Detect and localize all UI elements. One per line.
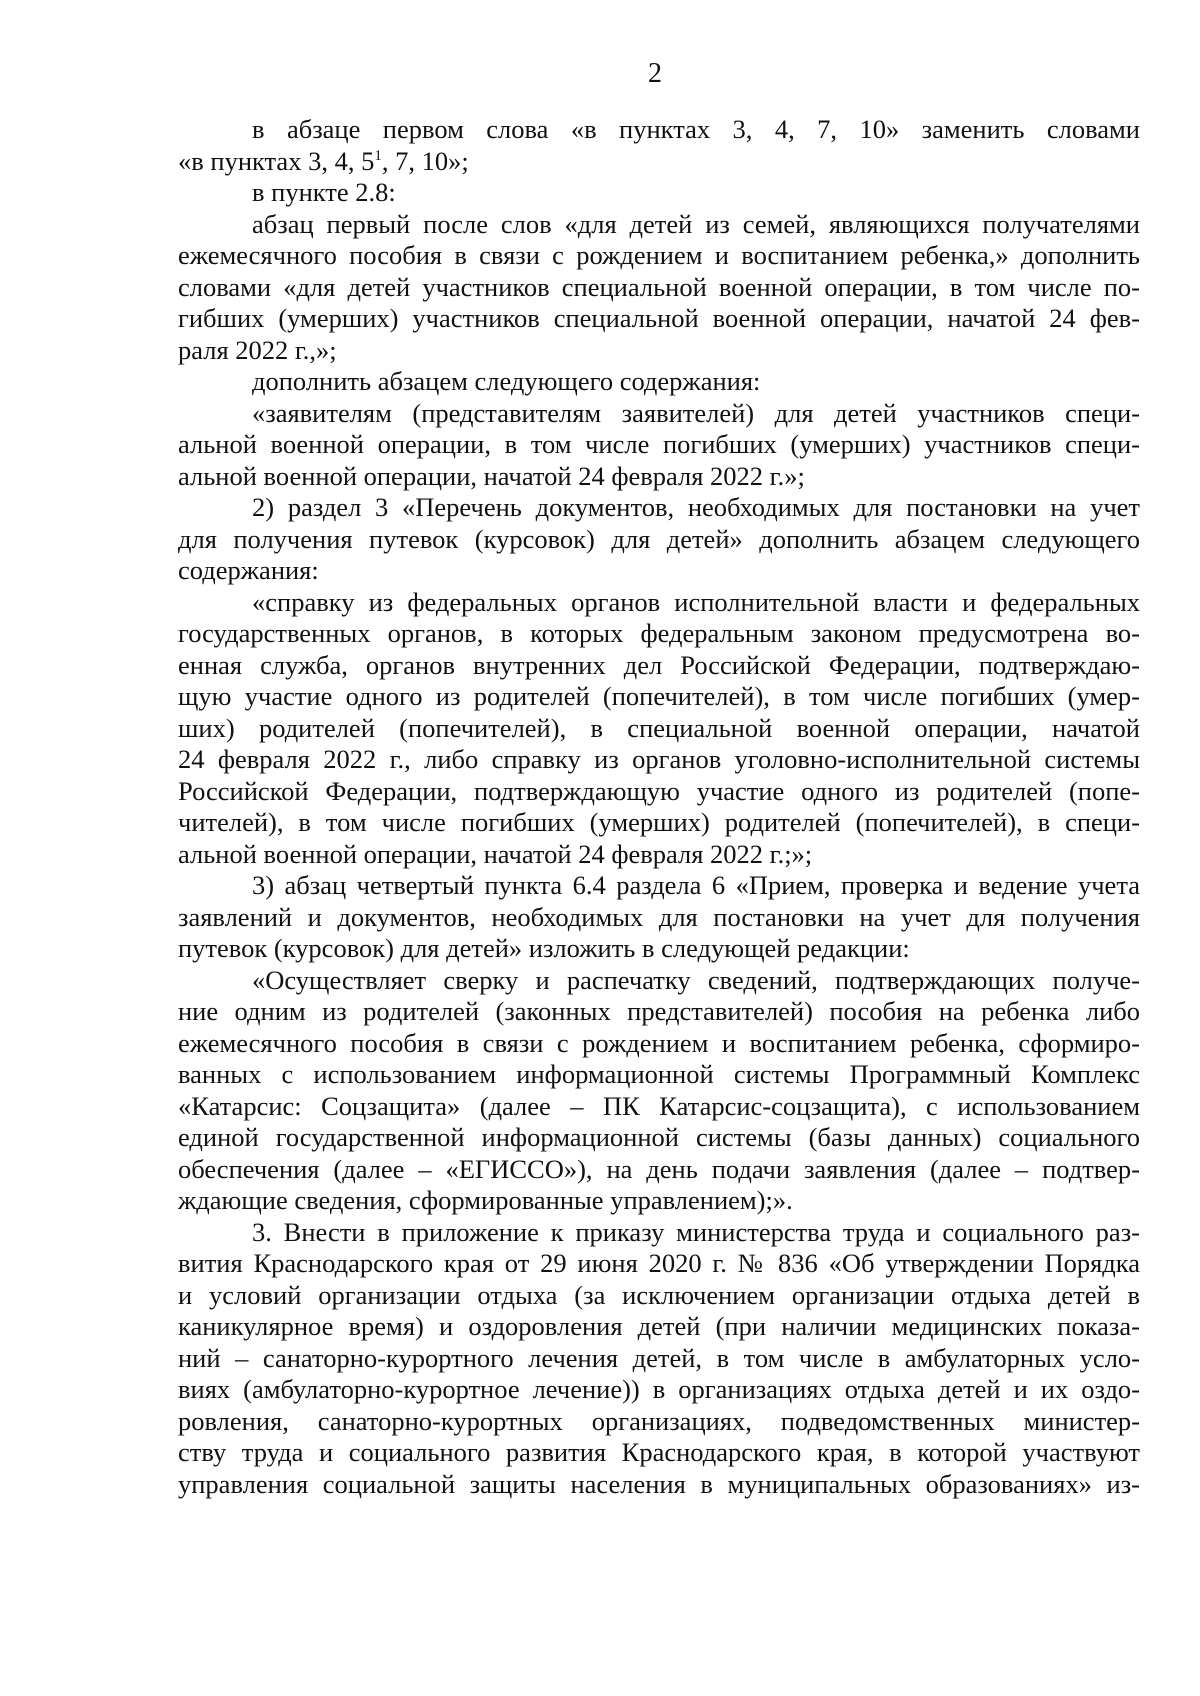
text-line: «заявителям (представителям заявителей) для детей участников специ-: [252, 397, 1140, 428]
text-line: виях (амбулаторно-курортное лечение)) в организациях отдыха детей и их оздо-: [178, 1374, 1140, 1404]
text-line: «Осуществляет сверку и распечатку сведений, подтверждающих получе-: [252, 964, 1140, 995]
text-line: альной военной операции, начатой 24 февраля 2022 г.»;: [178, 460, 805, 491]
text-line: ний – санаторно-курортного лечения детей, в том числе в амбулаторных усло-: [178, 1342, 1140, 1373]
text-line: ванных с использованием информационной системы Программный Комплекс: [178, 1059, 1140, 1089]
text-line: дополнить абзацем следующего содержания:: [252, 366, 761, 396]
text-line: вития Краснодарского края от 29 июня 2020 г. № 836 «Об утверждении Порядка: [178, 1248, 1140, 1278]
text-line: гибших (умерших) участников специальной военной операции, начатой 24 фев-: [178, 303, 1140, 333]
text-line: заявлений и документов, необходимых для постановки на учет для получения: [178, 901, 1140, 932]
text-line: альной военной операции, начатой 24 февраля 2022 г.;»;: [178, 838, 813, 869]
text-line: в пункте 2.8:: [252, 177, 396, 207]
text-line-part: «в пунктах 3, 4, 5: [178, 145, 375, 176]
text-line: альной военной операции, в том числе погибших (умерших) участников специ-: [178, 429, 1140, 459]
text-line: содержания:: [178, 555, 319, 585]
page-number: 2: [648, 58, 662, 89]
text-line: ние одним из родителей (законных представителей) пособия на ребенка либо: [178, 996, 1140, 1026]
text-line: щую участие одного из родителей (попечителей), в том числе погибших (умер-: [178, 681, 1140, 711]
text-line: «справку из федеральных органов исполнительной власти и федеральных: [252, 586, 1140, 617]
text-line: ству труда и социального развития Краснодарского края, в которой участвуют: [178, 1437, 1140, 1467]
text-line: 24 февраля 2022 г., либо справку из органов уголовно-исполнительной системы: [178, 744, 1140, 774]
text-line-part: , 7, 10»;: [381, 145, 469, 176]
text-line: [178, 146, 1140, 178]
superscript: 1: [374, 147, 382, 164]
text-line: ровления, санаторно-курортных организациях, подведомственных министер-: [178, 1405, 1140, 1436]
text-line: 3. Внести в приложение к приказу министерства труда и социального раз-: [252, 1216, 1140, 1247]
text-line: чителей), в том числе погибших (умерших) родителей (попечителей), в специ-: [178, 807, 1140, 837]
text-line: каникулярное время) и оздоровления детей (при наличии медицинских показа-: [178, 1311, 1140, 1341]
text-line: обеспечения (далее – «ЕГИССО»), на день подачи заявления (далее – подтвер-: [178, 1153, 1140, 1184]
text-line: единой государственной информационной системы (базы данных) социального: [178, 1122, 1140, 1152]
text-line: раля 2022 г.,»;: [178, 334, 337, 365]
text-line: ших) родителей (попечителей), в специальной военной операции, начатой: [178, 712, 1140, 743]
text-line: ждающие сведения, сформированные управлением);».: [178, 1185, 793, 1215]
text-line: ежемесячного пособия в связи с рождением и воспитанием ребенка, сформиро-: [178, 1027, 1140, 1058]
text-line: 3) абзац четвертый пункта 6.4 раздела 6 «Прием, проверка и ведение учета: [252, 870, 1140, 900]
text-line: управления социальной защиты населения в муниципальных образованиях» из-: [178, 1468, 1140, 1499]
text-line: в абзаце первом слова «в пунктах 3, 4, 7, 10» заменить словами: [252, 114, 1140, 144]
text-line: 2) раздел 3 «Перечень документов, необходимых для постановки на учет: [252, 492, 1140, 522]
text-line: енная служба, органов внутренних дел Российской Федерации, подтверждаю-: [178, 649, 1140, 680]
document-body: [178, 114, 1140, 1500]
text-line: «Катарсис: Соцзащита» (далее – ПК Катарсис-соцзащита), с использованием: [178, 1090, 1140, 1121]
text-line: абзац первый после слов «для детей из семей, являющихся получателями: [252, 208, 1140, 239]
text-line: и условий организации отдыха (за исключением организации отдыха детей в: [178, 1279, 1140, 1310]
text-line: государственных органов, в которых федеральным законом предусмотрена во-: [178, 618, 1140, 648]
text-line: словами «для детей участников специальной военной операции, в том числе по-: [178, 271, 1140, 302]
text-line: ежемесячного пособия в связи с рождением и воспитанием ребенка,» дополнить: [178, 240, 1140, 270]
text-line: Российской Федерации, подтверждающую участие одного из родителей (попе-: [178, 775, 1140, 806]
text-line: для получения путевок (курсовок) для детей» дополнить абзацем следующего: [178, 523, 1140, 554]
text-line: путевок (курсовок) для детей» изложить в следующей редакции:: [178, 933, 910, 963]
